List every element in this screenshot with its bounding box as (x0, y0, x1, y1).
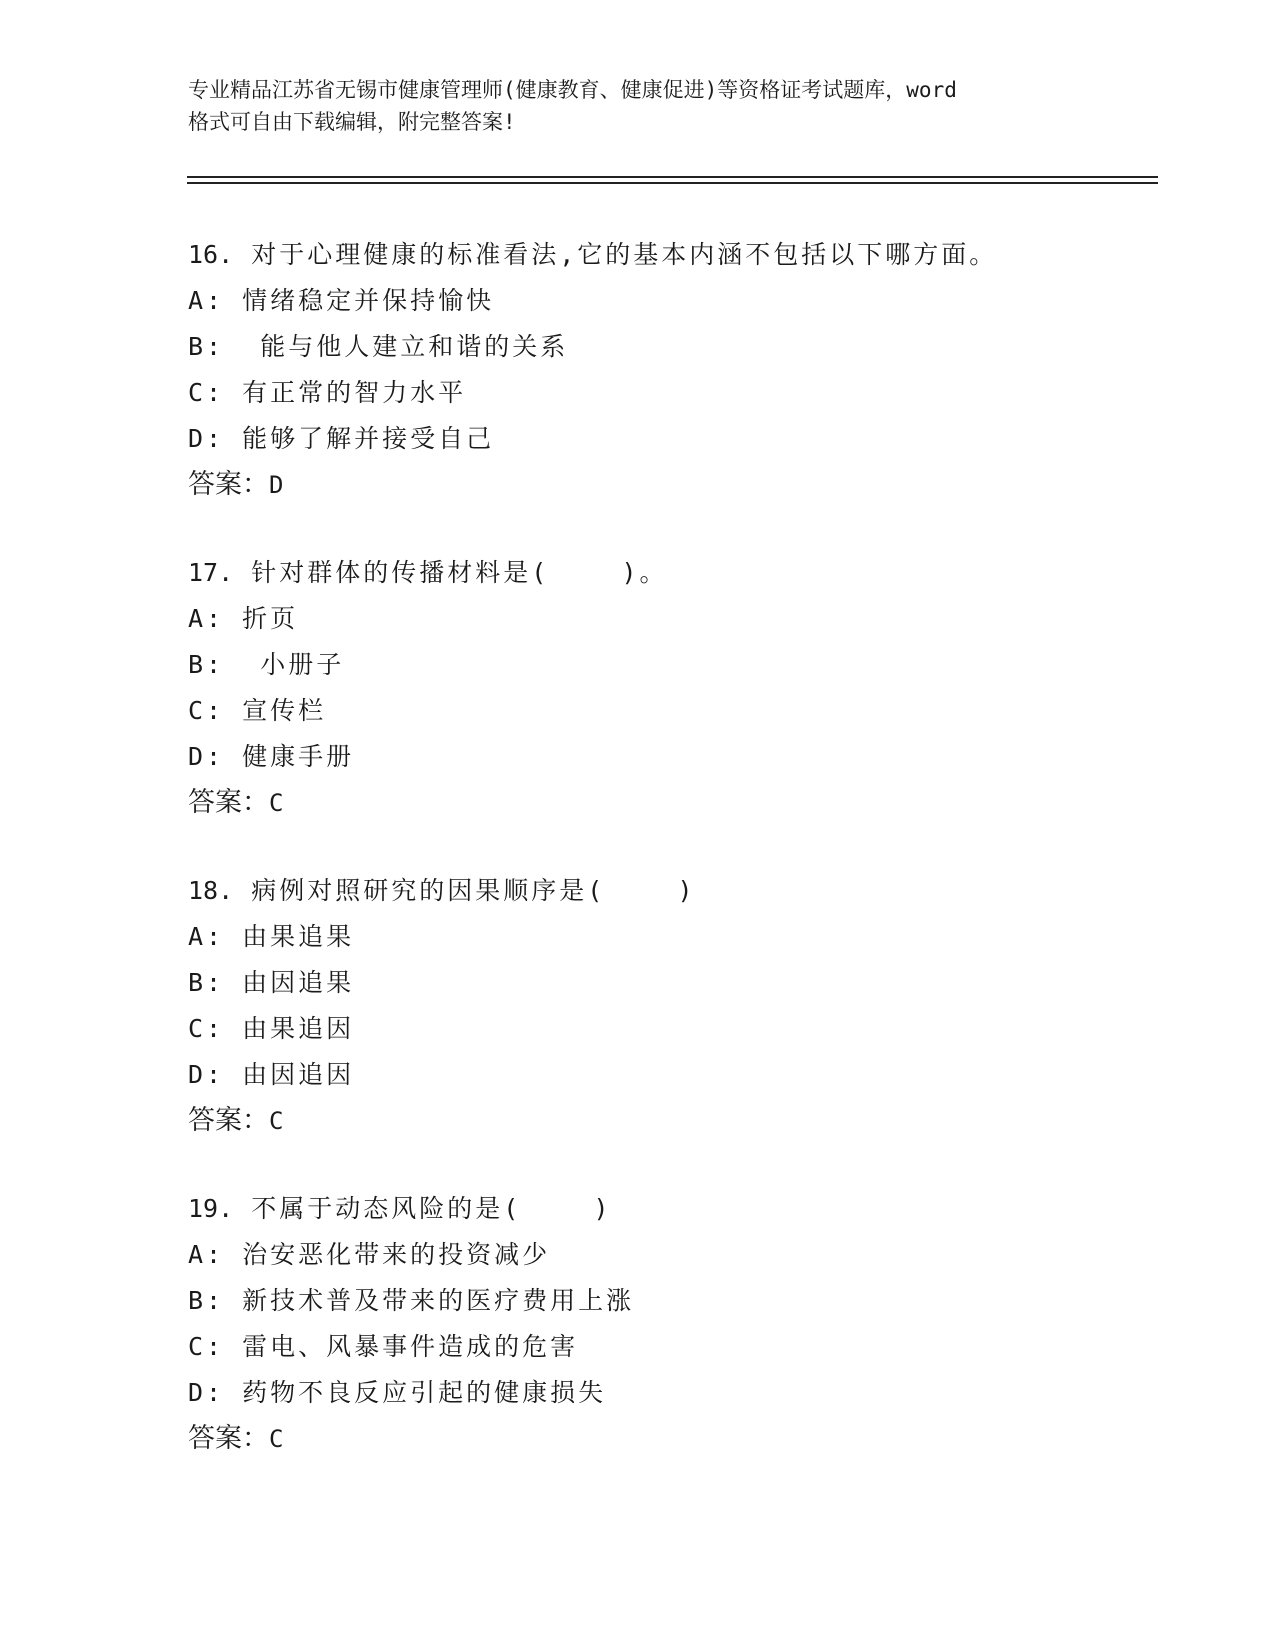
option-text: 小册子 (242, 650, 345, 679)
question-text: 针对群体的传播材料是( )。 (251, 558, 668, 587)
option-c (188, 688, 1138, 734)
option-d (188, 1052, 1138, 1098)
option-text: 能够了解并接受自己 (242, 424, 495, 453)
option-a (188, 278, 1138, 324)
option-key: B: (188, 968, 225, 997)
answer-value: D (269, 471, 284, 499)
question-stem (188, 868, 1138, 914)
header-divider-top (187, 176, 1158, 178)
answer-label: 答案： (188, 469, 269, 500)
option-c (188, 1324, 1138, 1370)
question-number: 16. (188, 240, 234, 269)
option-a (188, 1232, 1138, 1278)
option-c (188, 370, 1138, 416)
option-a (188, 596, 1138, 642)
answer-line (188, 780, 1138, 826)
option-text: 宣传栏 (242, 696, 327, 725)
option-key: A: (188, 604, 225, 633)
option-a (188, 914, 1138, 960)
question-number: 17. (188, 558, 234, 587)
answer-value: C (269, 1425, 284, 1453)
question-text: 病例对照研究的因果顺序是( ) (251, 876, 696, 905)
option-text: 由果追果 (242, 922, 355, 951)
header-line-1: 专业精品江苏省无锡市健康管理师(健康教育、健康促进)等资格证考试题库，word (188, 78, 957, 102)
question-19 (188, 1186, 1138, 1462)
option-text: 有正常的智力水平 (242, 378, 467, 407)
option-key: C: (188, 1332, 225, 1361)
answer-label: 答案： (188, 1423, 269, 1454)
question-17 (188, 550, 1138, 826)
header-line-2: 格式可自由下载编辑，附完整答案! (188, 110, 516, 134)
question-stem (188, 550, 1138, 596)
question-stem (188, 1186, 1138, 1232)
question-18 (188, 868, 1138, 1144)
option-text: 情绪稳定并保持愉快 (242, 286, 495, 315)
answer-value: C (269, 1107, 284, 1135)
option-key: A: (188, 286, 225, 315)
answer-value: C (269, 789, 284, 817)
answer-line (188, 1098, 1138, 1144)
option-text: 折页 (242, 604, 299, 633)
answer-label: 答案： (188, 1105, 269, 1136)
question-stem (188, 232, 1138, 278)
option-text: 治安恶化带来的投资减少 (242, 1240, 551, 1269)
option-text: 能与他人建立和谐的关系 (242, 332, 569, 361)
option-key: D: (188, 1378, 225, 1407)
question-16 (188, 232, 1138, 508)
header-divider-bottom (187, 182, 1158, 184)
option-key: C: (188, 378, 225, 407)
option-d (188, 416, 1138, 462)
answer-line (188, 1416, 1138, 1462)
question-number: 19. (188, 1194, 234, 1223)
question-number: 18. (188, 876, 234, 905)
option-text: 由因追因 (242, 1060, 355, 1089)
option-b (188, 642, 1138, 688)
option-key: A: (188, 1240, 225, 1269)
option-text: 雷电、风暴事件造成的危害 (242, 1332, 579, 1361)
document-header (188, 74, 1088, 138)
option-key: B: (188, 1286, 225, 1315)
option-key: B: (188, 332, 225, 361)
option-b (188, 324, 1138, 370)
question-text: 不属于动态风险的是( ) (251, 1194, 612, 1223)
option-d (188, 734, 1138, 780)
option-d (188, 1370, 1138, 1416)
answer-line (188, 462, 1138, 508)
option-key: C: (188, 1014, 225, 1043)
option-key: D: (188, 424, 225, 453)
option-key: D: (188, 742, 225, 771)
option-b (188, 960, 1138, 1006)
option-key: D: (188, 1060, 225, 1089)
option-text: 健康手册 (242, 742, 355, 771)
option-key: C: (188, 696, 225, 725)
question-text: 对于心理健康的标准看法,它的基本内涵不包括以下哪方面。 (251, 240, 998, 269)
answer-label: 答案： (188, 787, 269, 818)
option-text: 新技术普及带来的医疗费用上涨 (242, 1286, 635, 1315)
option-text: 由果追因 (242, 1014, 355, 1043)
option-key: B: (188, 650, 225, 679)
option-text: 药物不良反应引起的健康损失 (242, 1378, 607, 1407)
option-b (188, 1278, 1138, 1324)
option-text: 由因追果 (242, 968, 355, 997)
option-key: A: (188, 922, 225, 951)
option-c (188, 1006, 1138, 1052)
